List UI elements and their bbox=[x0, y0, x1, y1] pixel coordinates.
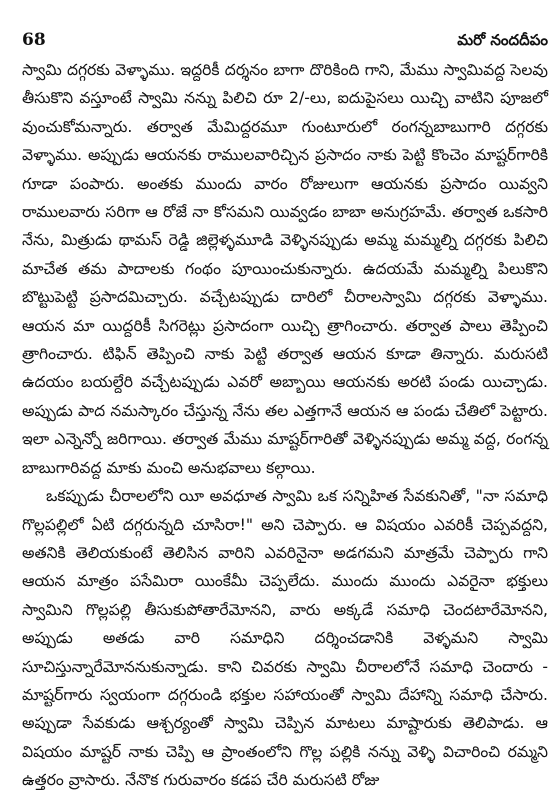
paragraph: ఒకప్పుడు చీరాలలోని యీ అవధూత స్వామి ఒక సన్నిహిత సేవకునితో, "నా సమాధి గొల్లపల్లిలో ఏటి దగ్గరున్నది చూసిరా!" అని చెప్పారు. ఆ విషయం ఎవరికీ చెప్పవద్దని, అతనికి తెలియకుంటే తెలిసిన వారిని ఎవరినైనా అడగమని మాత్రమే చెప్పారు గాని ఆయన మాత్రం పసేమిరా యింకేమీ చెప్పలేదు. ముందు ముందు ఎవరైనా భక్తులు స్వామిని గొల్లపల్లి తీసుకుపోతారేమోనని, వారు అక్కడే సమాధి చెందటారేమోనని, అప్పుడు అతడు వారి సమాధిని దర్శించడానికి వెళ్ళమని స్వామి సూచిస్తున్నారేమోననుకున్నాడు. కాని చివరకు స్వామి చీరాలలోనే సమాధి చెందారు - మాష్టర్‌గారు స్వయంగా దగ్గరుండి భక్తుల సహాయంతో స్వామి దేహాన్ని సమాధి చేసారు. అప్పుడా సేవకుడు ఆశ్చర్యంతో స్వామి చెప్పిన మాటలు మాష్టారుకు తెలిపాడు. ఆ విషయం మాష్టర్ నాకు చెప్పి ఆ ప్రాంతంలోని గొల్ల పల్లికి నన్ను వెళ్ళి విచారించి రమ్మని ఉత్తరం వ్రాసారు. నేనొక గురువారం కడప చేరి మరుసటి రోజు bbox=[22, 487, 548, 790]
page-header bbox=[22, 0, 548, 50]
paragraph: స్వామి దగ్గరకు వెళ్ళాము. ఇద్దరికీ దర్శనం బాగా దొరికింది గాని, మేము స్వామివద్ద సెలవు తీసుకొని వస్తూంటే స్వామి నన్ను పిలిచి రూ 2/-లు, ఐదుపైసలు యిచ్చి వాటిని పూజలో వుంచుకోమన్నారు. తర్వాత మేమిద్దరమూ గుంటూరులో రంగన్నబాబుగారి దగ్గరకు వెళ్ళాము. అప్పుడు ఆయనకు రాములవారిచ్చిన ప్రసాదం నాకు పెట్టి కొంచెం మాష్టర్‌గారికి గూడా పంపారు. అంతకు ముందు వారం రోజులుగా ఆయనకు ప్రసాదం యివ్వని రాములవారు సరిగా ఆ రోజే నా కోసమని యివ్వడం బాబా అనుగ్రహమే. తర్వాత ఒకసారి నేను, మిత్రుడు థామస్ రెడ్డి జిల్లెళ్ళమూడి వెళ్ళినప్పుడు అమ్మ మమ్మల్ని దగ్గరకు పిలిచి మాచేత తమ పాదాలకు గంథం పూయించుకున్నారు. ఉదయమే మమ్మల్ని పిలుకొని బొట్టుపెట్టి ప్రసాదమిచ్చారు. వచ్చేటప్పుడు దారిలో చీరాలస్వామి దగ్గరకు వెళ్ళాము. ఆయన మా యిద్దరికీ సిగరెట్లు ప్రసాదంగా యిచ్చి త్రాగించారు. తర్వాత పాలు తెప్పించి త్రాగించారు. టిఫిన్ తెప్పించి నాకు పెట్టి తర్వాత ఆయన కూడా తిన్నారు. మరుసటి ఉదయం బయల్దేరి వచ్చేటప్పుడు ఎవరో అబ్బాయి ఆయనకు అరటి పండు యిచ్చాడు. అప్పుడు పాద నమస్కారం చేస్తున్న నేను తల ఎత్తగానే ఆయన ఆ పండు చేతిలో పెట్టారు. ఇలా ఎన్నెన్నో జరిగాయి. తర్వాత మేము మాష్టర్‌గారితో వెళ్ళినప్పుడు అమ్మ వద్ద, రంగన్న బాబుగారివద్ద మాకు మంచి అనుభవాలు కల్గాయి. bbox=[22, 61, 548, 477]
page-number: 68 bbox=[22, 30, 46, 50]
page-body bbox=[22, 56, 548, 795]
running-title: మరో నందదీపం bbox=[457, 31, 548, 49]
